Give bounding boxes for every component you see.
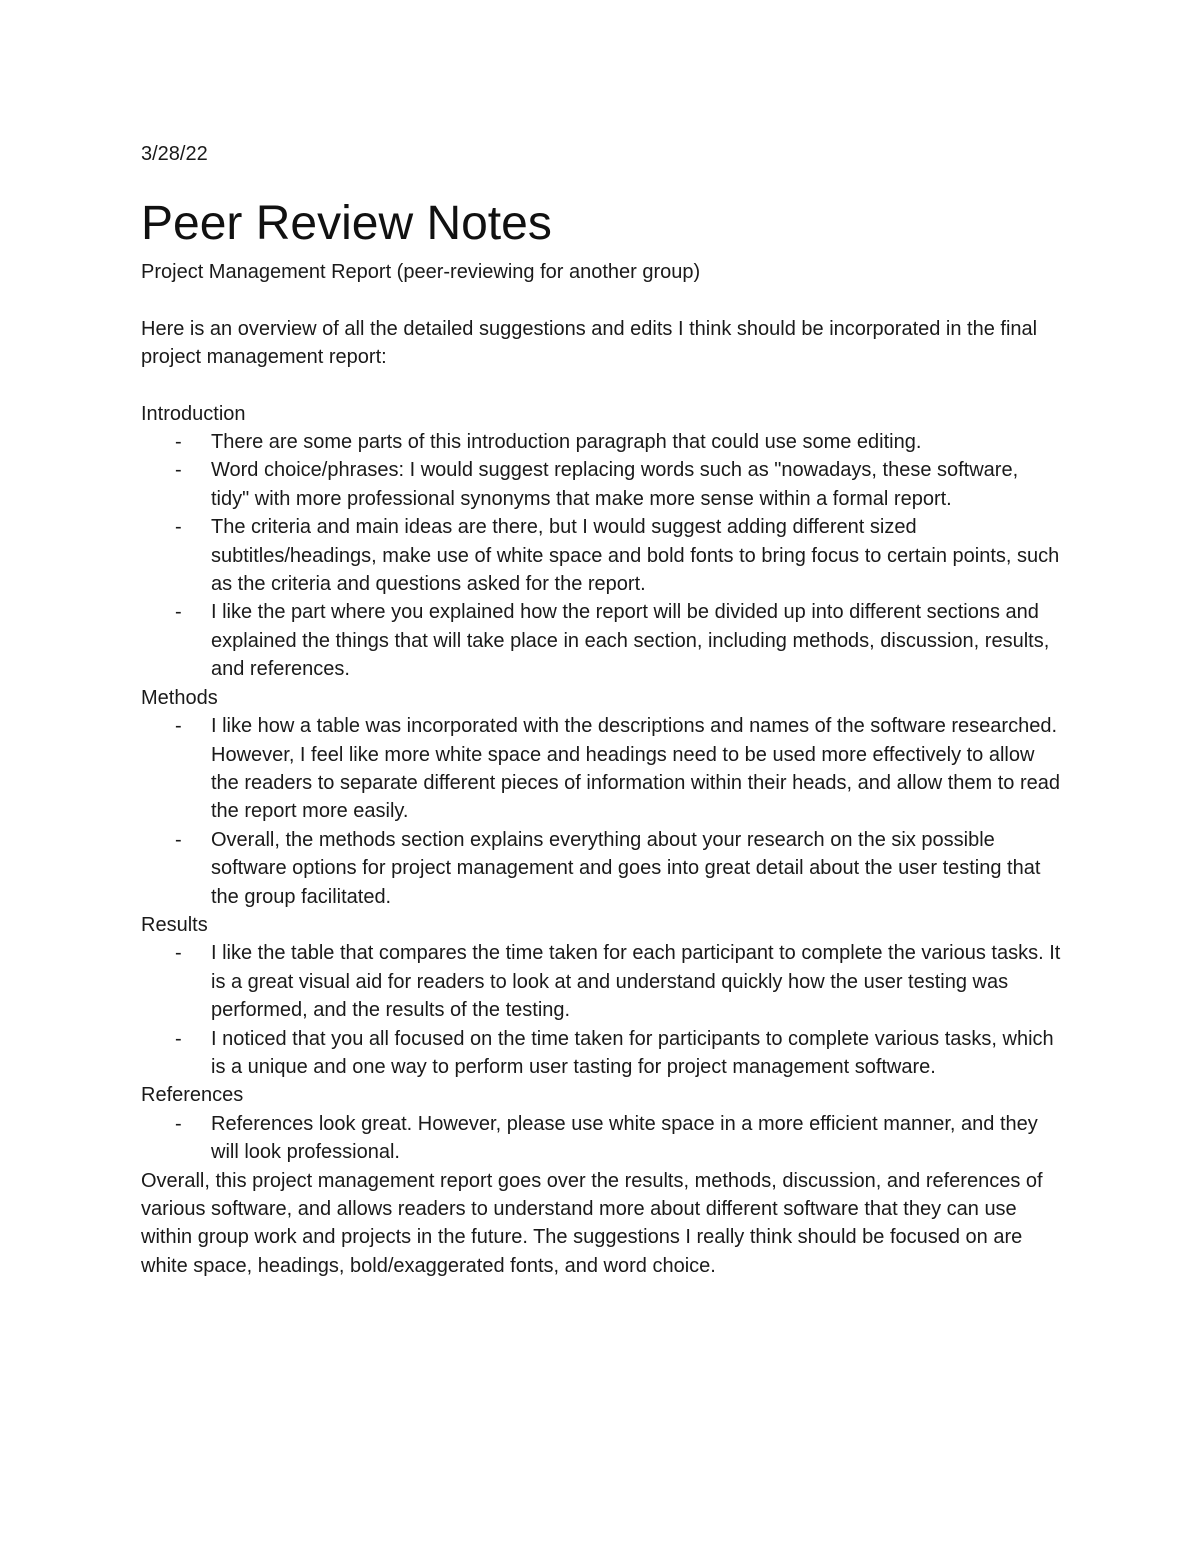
section-heading-results: Results <box>141 913 208 936</box>
document-subtitle: Project Management Report (peer-reviewing for another group) <box>141 261 701 284</box>
document-date: 3/28/22 <box>141 143 208 165</box>
list-item <box>141 939 1071 1024</box>
list-item-text: I like how a table was incorporated with the descriptions and names of the software researched. However, I feel like more white space and headings need to be used more effectively to allow the readers to separate different pieces of information within their heads, and allow them to read the report more easily. <box>211 715 1061 823</box>
section-heading-references: References <box>141 1084 244 1107</box>
bullet-dash: - <box>175 828 182 851</box>
bullet-dash: - <box>175 459 182 482</box>
section-results <box>141 911 1071 1081</box>
list-item <box>141 598 1071 683</box>
bullet-dash: - <box>175 1112 182 1135</box>
list-item <box>141 1025 1071 1082</box>
document-page <box>141 140 1071 1280</box>
section-references <box>141 1081 1071 1166</box>
bullet-dash: - <box>175 431 182 454</box>
list-item <box>141 826 1071 911</box>
list-item-text: I noticed that you all focused on the time taken for participants to complete various tasks, which is a unique and one way to perform user tasting for project management software. <box>211 1027 1054 1078</box>
bullet-dash: - <box>175 715 182 738</box>
bullet-list-references <box>141 1110 1071 1167</box>
section-heading-introduction: Introduction <box>141 402 246 425</box>
list-item-text: The criteria and main ideas are there, but I would suggest adding different sized subtitles/headings, make use of white space and bold fonts to bring focus to certain points, such as the criteria and questions asked for the report. <box>211 516 1060 596</box>
bullet-list-introduction <box>141 428 1071 684</box>
list-item-text: There are some parts of this introduction paragraph that could use some editing. <box>211 431 922 454</box>
bullet-dash: - <box>175 516 182 539</box>
bullet-dash: - <box>175 942 182 965</box>
bullet-list-methods <box>141 712 1071 911</box>
list-item-text: References look great. However, please use white space in a more efficient manner, and they will look professional. <box>211 1112 1038 1164</box>
list-item-text: I like the table that compares the time taken for each participant to complete the various tasks. It is a great visual aid for readers to look at and understand quickly how the user testing was performed, and the results of the testing. <box>211 942 1061 1022</box>
intro-paragraph: Here is an overview of all the detailed suggestions and edits I think should be incorporated in the final project management report: <box>141 317 1038 369</box>
list-item <box>141 1110 1071 1167</box>
list-item <box>141 513 1071 598</box>
list-item-text: Overall, the methods section explains everything about your research on the six possible software options for project management and goes into great detail about the user testing that the group facilitated. <box>211 828 1041 908</box>
list-item <box>141 428 1071 456</box>
bullet-dash: - <box>175 1027 182 1050</box>
conclusion-paragraph: Overall, this project management report goes over the results, methods, discussion, and references of various software, and allows readers to understand more about different software that they can use within group work and projects in the future. The suggestions I really think should be focused on are white space, headings, bold/exaggerated fonts, and word choice. <box>141 1169 1043 1277</box>
list-item-text: Word choice/phrases: I would suggest replacing words such as "nowadays, these software, tidy" with more professional synonyms that make more sense within a formal report. <box>211 459 1019 510</box>
bullet-dash: - <box>175 601 182 624</box>
document-title: Peer Review Notes <box>141 197 552 251</box>
list-item <box>141 456 1071 513</box>
section-heading-methods: Methods <box>141 686 218 709</box>
section-introduction <box>141 400 1071 684</box>
section-methods <box>141 684 1071 911</box>
list-item-text: I like the part where you explained how the report will be divided up into different sections and explained the things that will take place in each section, including methods, discussion, results, and references. <box>211 601 1050 681</box>
bullet-list-results <box>141 939 1071 1081</box>
list-item <box>141 712 1071 826</box>
